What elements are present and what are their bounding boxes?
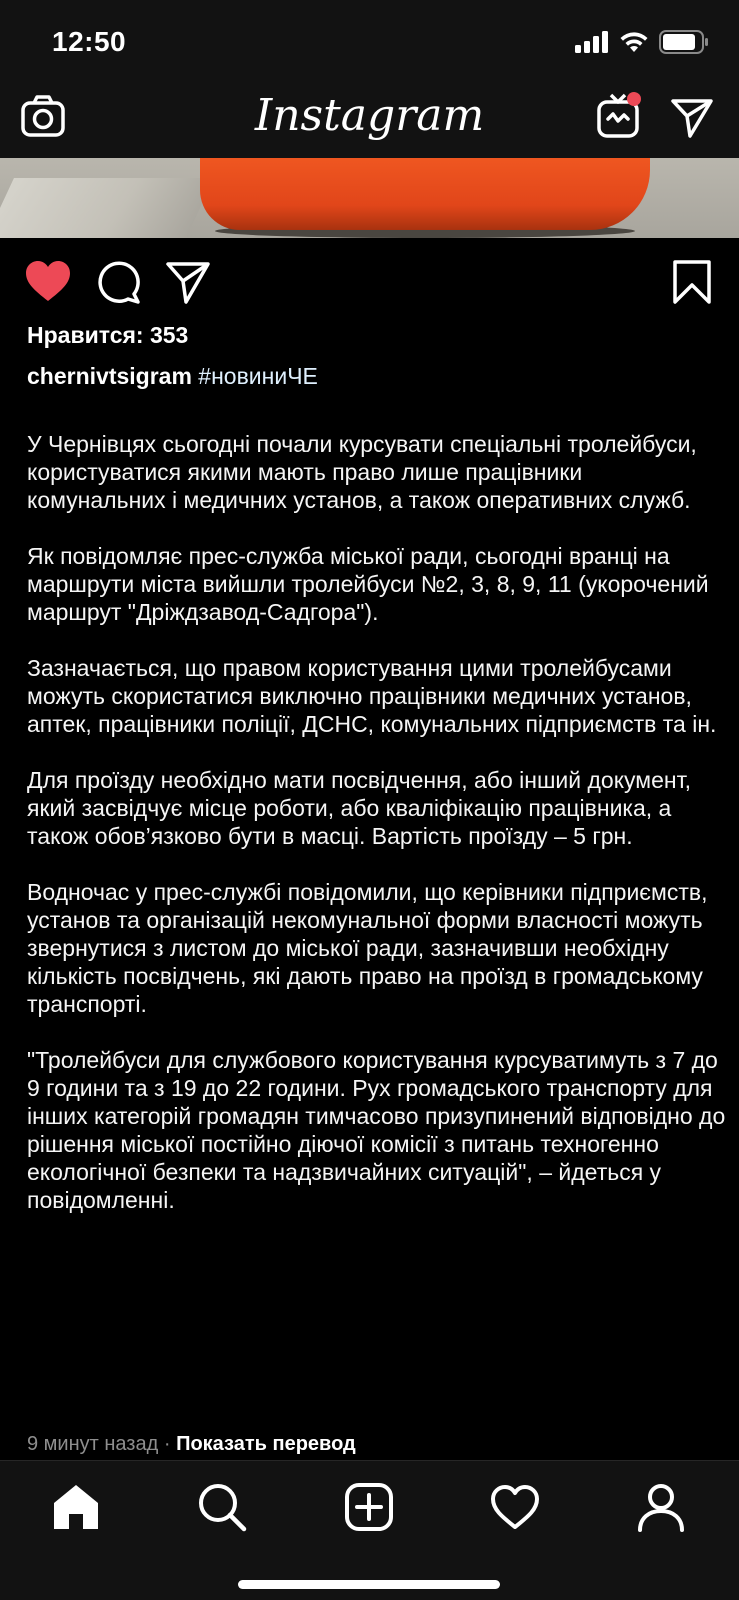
caption-paragraph: Зазначається, що правом користування цими тролейбусами можуть скористатися виключно працівники медичних установ, аптек, працівники поліції, ДСНС, комунальних підприємств та ін. [27, 655, 717, 737]
search-icon[interactable] [196, 1481, 248, 1533]
caption-paragraph: Водночас у прес-службі повідомили, що керівники підприємств, установ та організацій некомунальної форми власності можуть звернутися з листом до міської ради, зазначивши необхідну кількість посвідчень, які дають право на проїзд в громадському транспорті. [27, 879, 708, 1017]
heart-outline-icon[interactable] [489, 1481, 541, 1533]
profile-icon[interactable] [635, 1481, 687, 1533]
battery-icon [659, 30, 709, 54]
heart-filled-icon[interactable] [24, 258, 72, 306]
post-actions [0, 252, 739, 312]
post-meta [27, 1433, 356, 1456]
home-icon[interactable] [50, 1481, 102, 1533]
instagram-logo: Instagram [254, 90, 485, 141]
post-hashtag[interactable]: #новиниЧЕ [198, 363, 318, 389]
caption-paragraph: "Тролейбуси для службового користування курсуватимуть з 7 до 9 години та з 19 до 22 години. Рух громадського транспорту для інших категорій громадян тимчасово призупинений відповідно до рішення міської постійно діючої комісії з питань техногенно екологічної безпеки та надзвичайних ситуацій", – йдеться у повідомленні. [27, 1047, 726, 1213]
caption-header [27, 363, 318, 390]
home-indicator[interactable] [238, 1580, 500, 1589]
post-caption [27, 430, 727, 1242]
post-username[interactable]: chernivtsigram [27, 363, 192, 389]
comment-icon[interactable] [94, 258, 142, 306]
direct-message-icon[interactable] [669, 94, 715, 140]
post-image[interactable] [0, 158, 739, 238]
caption-paragraph: У Чернівцях сьогодні почали курсувати спеціальні тролейбуси, користуватися якими мають право лише працівники комунальних і медичних установ, а також оперативних служб. [27, 431, 697, 513]
status-time: 12:50 [52, 26, 127, 57]
share-icon[interactable] [164, 258, 212, 306]
wifi-icon [619, 31, 649, 53]
show-translation-link[interactable]: Показать перевод [176, 1433, 356, 1455]
meta-separator: · [163, 1433, 171, 1455]
likes-count[interactable]: Нравится: 353 [27, 322, 189, 348]
post-timestamp: 9 минут назад [27, 1433, 159, 1455]
app-header [0, 86, 739, 158]
caption-paragraph: Як повідомляє прес-служба міської ради, сьогодні вранці на маршрути міста вийшли тролейбуси №2, 3, 8, 9, 11 (укорочений маршрут "Дріждзавод-Садгора"). [27, 543, 709, 625]
bottom-navigation [0, 1460, 739, 1600]
add-post-icon[interactable] [343, 1481, 395, 1533]
cellular-signal-icon [575, 31, 609, 53]
notification-badge [627, 92, 641, 106]
bookmark-icon[interactable] [668, 258, 716, 306]
status-icons [575, 30, 709, 54]
caption-paragraph: Для проїзду необхідно мати посвідчення, або інший документ, який засвідчує місце роботи, або кваліфікацію працівника, а також обов’язково бути в масці. Вартість проїзду – 5 грн. [27, 767, 691, 849]
status-bar [0, 0, 739, 86]
